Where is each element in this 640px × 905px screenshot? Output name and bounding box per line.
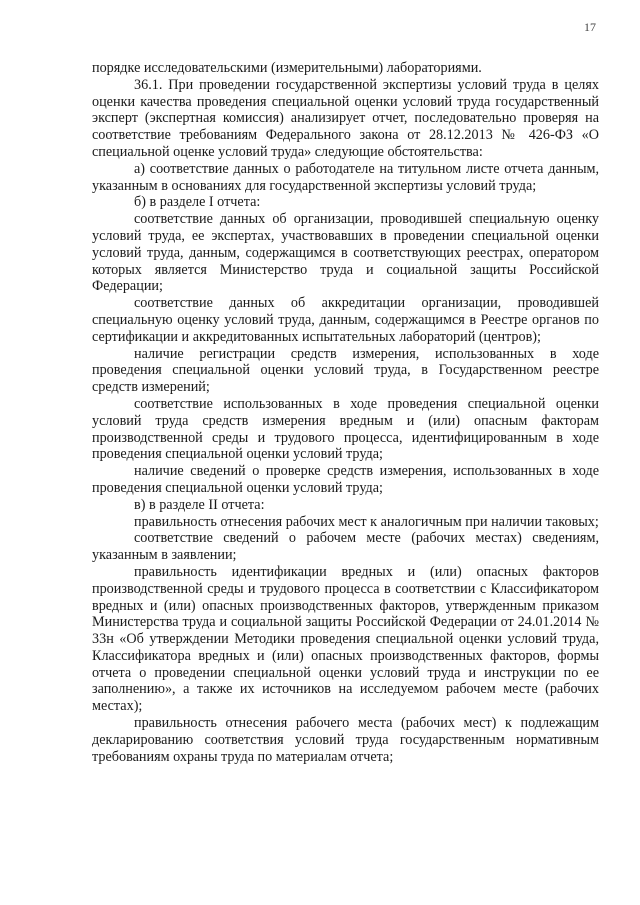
paragraph: соответствие данных об аккредитации организации, проводившей специальную оценку условий труда, данным, содержащимся в Реестре органов по сертификации и аккредитованных испытательных лабораторий (центров); [92,295,599,345]
paragraph: соответствие данных об организации, проводившей специальную оценку условий труда, ее экспертах, участвовавших в проведении специальной оценки условий труда, данным, содержащимся в соответствующих реестрах, оператором которых является Министерство труда и социальной защиты Российской Федерации; [92,211,599,295]
paragraph: правильность отнесения рабочего места (рабочих мест) к подлежащим декларированию соответствия условий труда государственным нормативным требованиям охраны труда по материалам отчета; [92,715,599,765]
paragraph: соответствие сведений о рабочем месте (рабочих местах) сведениям, указанным в заявлении; [92,530,599,564]
paragraph: б) в разделе I отчета: [134,194,261,211]
paragraph: наличие регистрации средств измерения, использованных в ходе проведения специальной оценки условий труда, в Государственном реестре средств измерений; [92,345,599,396]
paragraph: правильность идентификации вредных и (или) опасных факторов производственной среды и трудового процесса в соответствии с Классификатором вредных и (или) опасных производственных факторов, утвержденным приказом Министерства труда и социальной защиты Российской Федерации от 24.01.2014 № 33н «Об утверждении Методики проведения специальной оценки условий труда, Классификатора вредных и (или) опасных производственных факторов, формы отчета о проведении специальной оценки условий труда и инструкции по ее заполнению», а также их источников на исследуемом рабочем месте (рабочих местах); [92,563,599,715]
paragraph: а) соответствие данных о работодателе на титульном листе отчета данным, указанным в основаниях для государственной экспертизы условий труда; [92,160,599,194]
page-number: 17 [584,20,596,34]
paragraph: правильность отнесения рабочих мест к аналогичным при наличии таковых; [134,513,599,530]
paragraph: в) в разделе II отчета: [134,496,265,513]
paragraph: соответствие использованных в ходе проведения специальной оценки условий труда средств измерения вредным и (или) опасным факторам производственной среды и трудового процесса, идентифицированным в ходе проведения специальной оценки условий труда; [92,395,599,463]
document-body [92,60,599,765]
paragraph: 36.1. При проведении государственной экспертизы условий труда в целях оценки качества проведения специальной оценки условий труда государственный эксперт (экспертная комиссия) анализирует отчет, последовательно проверяя на соответствие требованиям Федерального закона от 28.12.2013 № 426-ФЗ «О специальной оценке условий труда» следующие обстоятельства: [92,76,599,160]
paragraph: наличие сведений о проверке средств измерения, использованных в ходе проведения специальной оценки условий труда; [92,463,599,496]
paragraph: порядке исследовательскими (измерительными) лабораториями. [92,60,482,76]
